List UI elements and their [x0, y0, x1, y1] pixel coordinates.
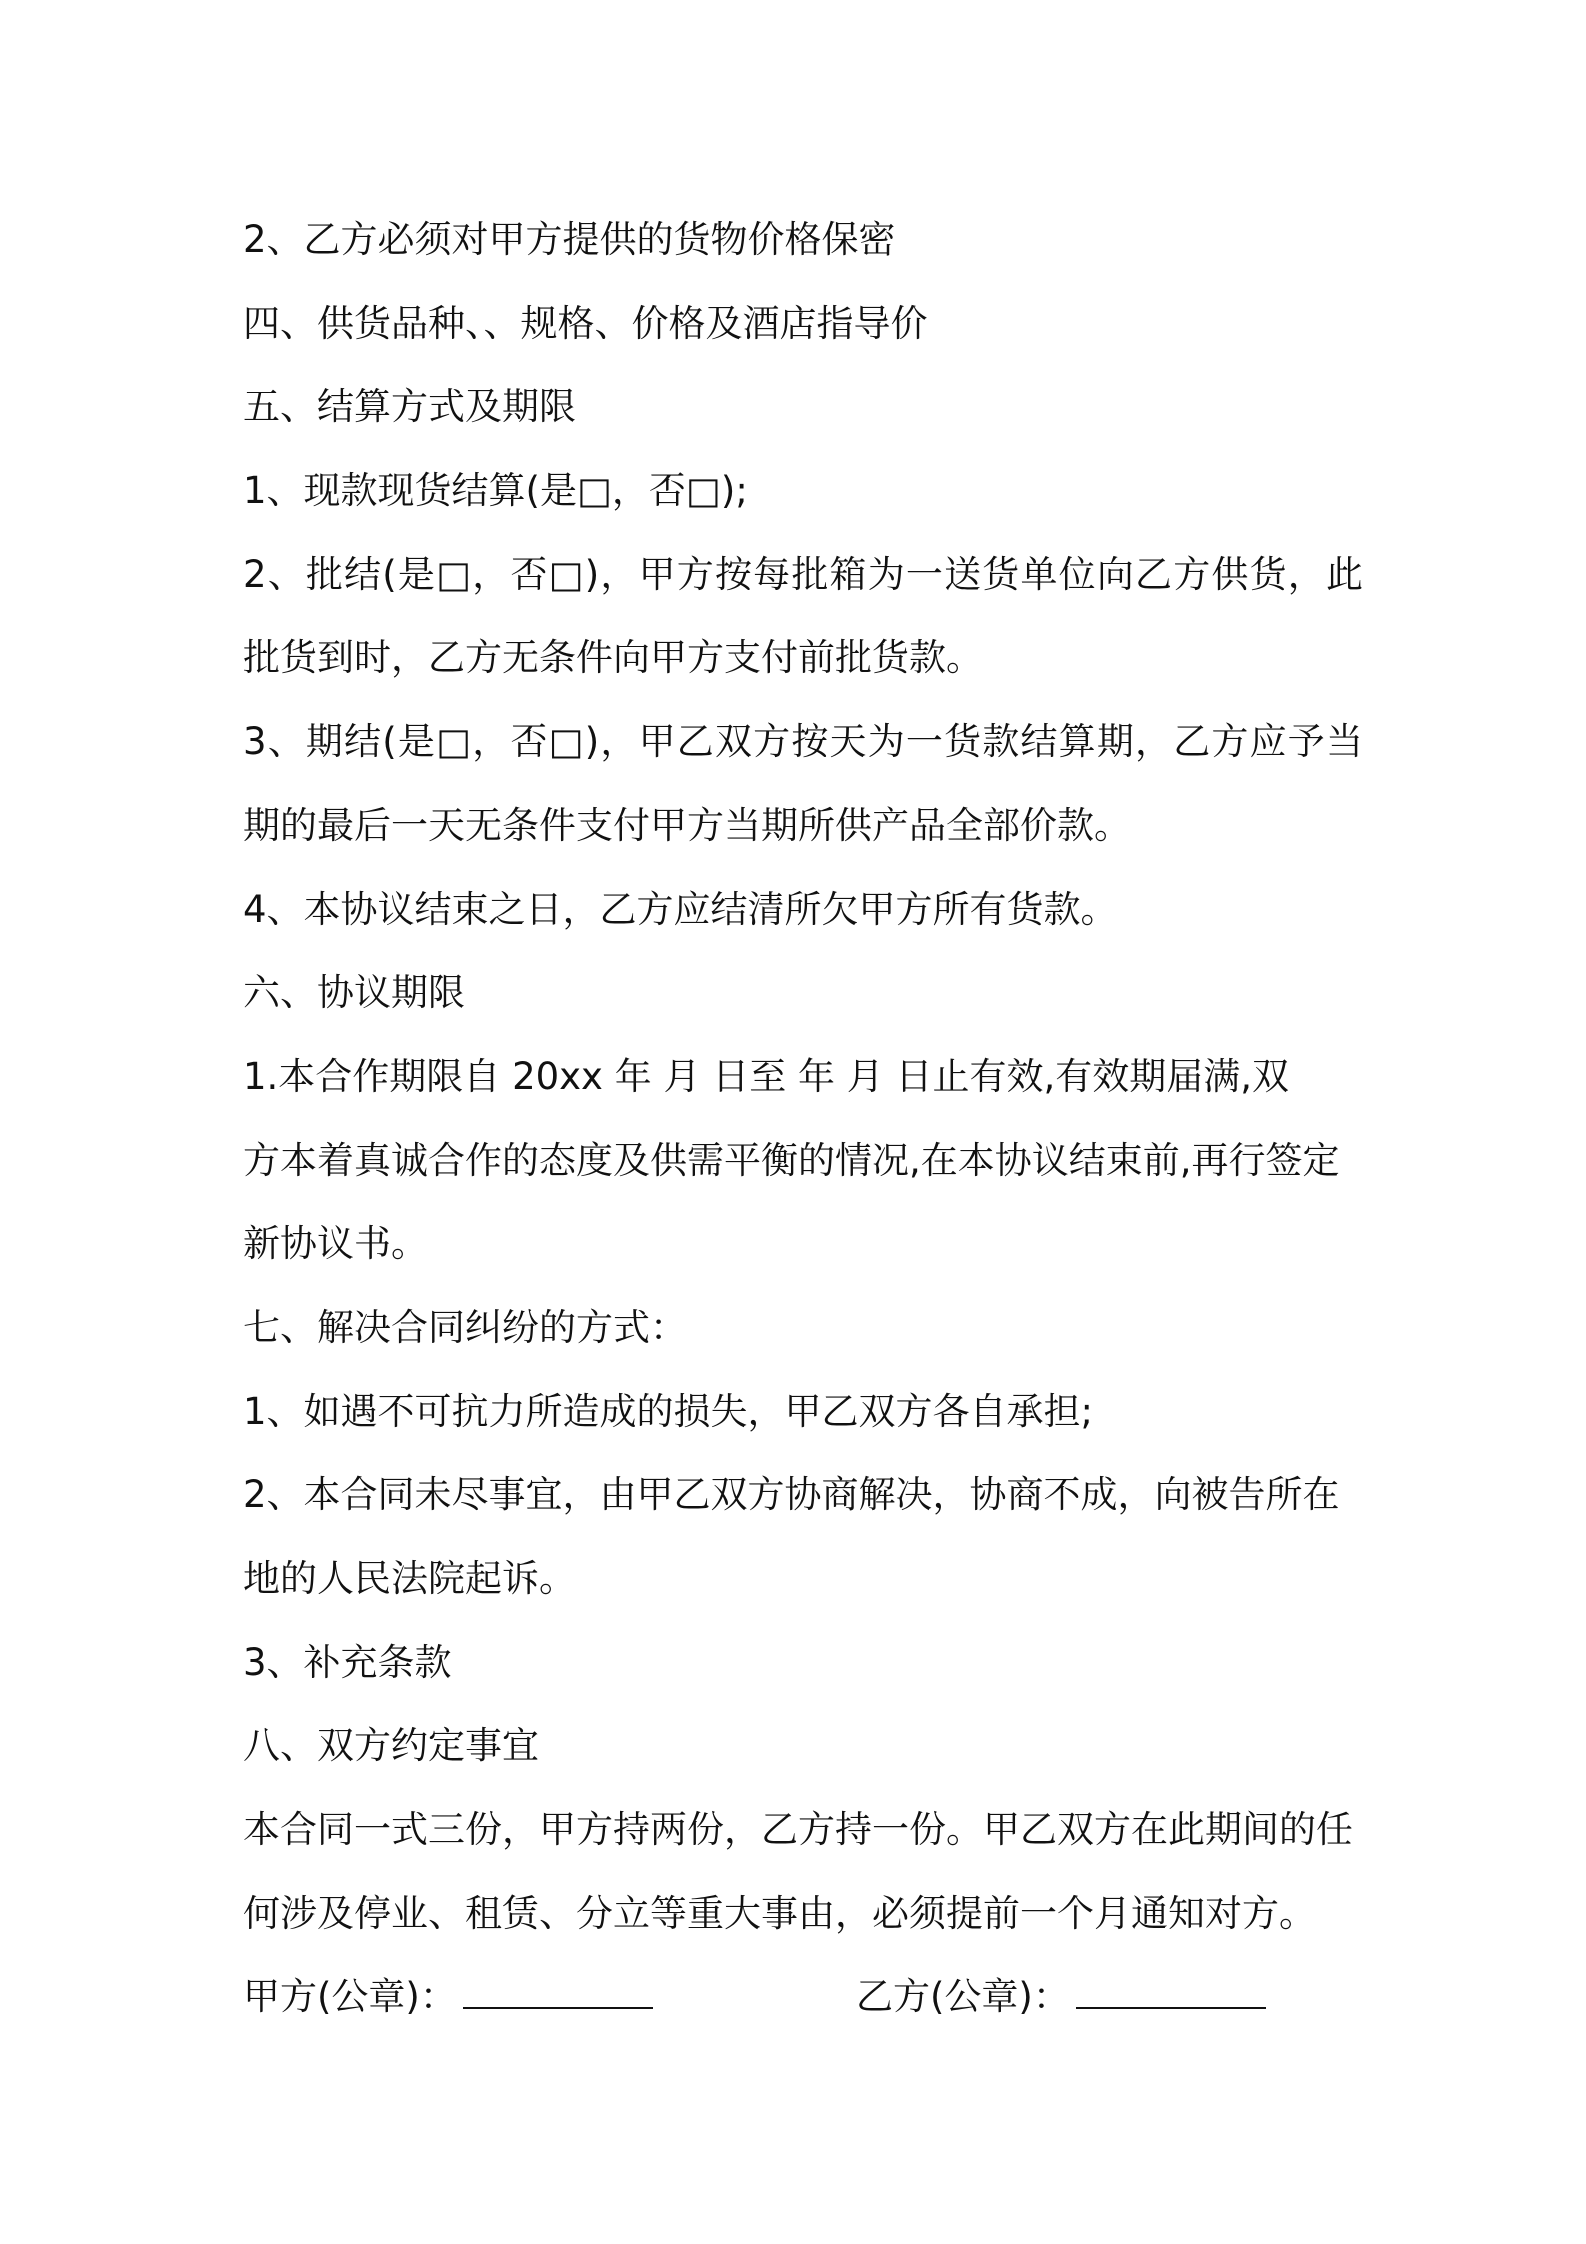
- section-heading: 四、供货品种、、规格、价格及酒店指导价: [243, 301, 928, 345]
- clause-line: 批货到时，乙方无条件向甲方支付前批货款。: [243, 636, 983, 680]
- party-b-label: 乙方(公章)：: [856, 1975, 1070, 2019]
- clause-line: 2、乙方必须对甲方提供的货物价格保密: [243, 218, 896, 261]
- section-heading: 五、结算方式及期限: [243, 385, 576, 429]
- signature-row: [243, 1955, 1363, 2039]
- party-a-signature-blank: [463, 1963, 653, 2009]
- party-a-label: 甲方(公章)：: [243, 1975, 457, 2019]
- section-heading: 六、协议期限: [243, 971, 465, 1015]
- clause-line: 1、现款现货结算(是□，否□);: [243, 469, 748, 513]
- clause-line: 期的最后一天无条件支付甲方当期所供产品全部价款。: [243, 803, 1131, 847]
- clause-line: 3、期结(是□，否□)，甲乙双方按天为一货款结算期，乙方应予当: [243, 720, 1363, 764]
- party-b-signature-blank: [1076, 1963, 1266, 2009]
- clause-line: 本合同一式三份，甲方持两份，乙方持一份。甲乙双方在此期间的任: [243, 1808, 1353, 1852]
- clause-line: 2、批结(是□，否□)，甲方按每批箱为一送货单位向乙方供货，此: [243, 552, 1363, 596]
- clause-line: 4、本协议结束之日，乙方应结清所欠甲方所有货款。: [243, 887, 1118, 931]
- party-b-signature: [856, 1955, 1266, 2039]
- clause-line: 3、补充条款: [243, 1640, 452, 1684]
- clause-line: 1.本合作期限自 20xx 年 月 日至 年 月 日止有效,有效期届满,双: [243, 1054, 1290, 1098]
- section-heading: 八、双方约定事宜: [243, 1724, 539, 1768]
- clause-line: 新协议书。: [243, 1222, 428, 1266]
- clause-line: 1、如遇不可抗力所造成的损失，甲乙双方各自承担;: [243, 1389, 1094, 1433]
- clause-line: 地的人民法院起诉。: [243, 1557, 576, 1600]
- document-body: [243, 198, 1363, 2039]
- section-heading: 七、解决合同纠纷的方式：: [243, 1305, 687, 1349]
- clause-line: 2、本合同未尽事宜，由甲乙双方协商解决，协商不成，向被告所在: [243, 1473, 1340, 1517]
- clause-line: 何涉及停业、租赁、分立等重大事由，必须提前一个月通知对方。: [243, 1891, 1316, 1935]
- party-a-signature: [243, 1955, 653, 2039]
- clause-line: 方本着真诚合作的态度及供需平衡的情况,在本协议结束前,再行签定: [243, 1138, 1340, 1182]
